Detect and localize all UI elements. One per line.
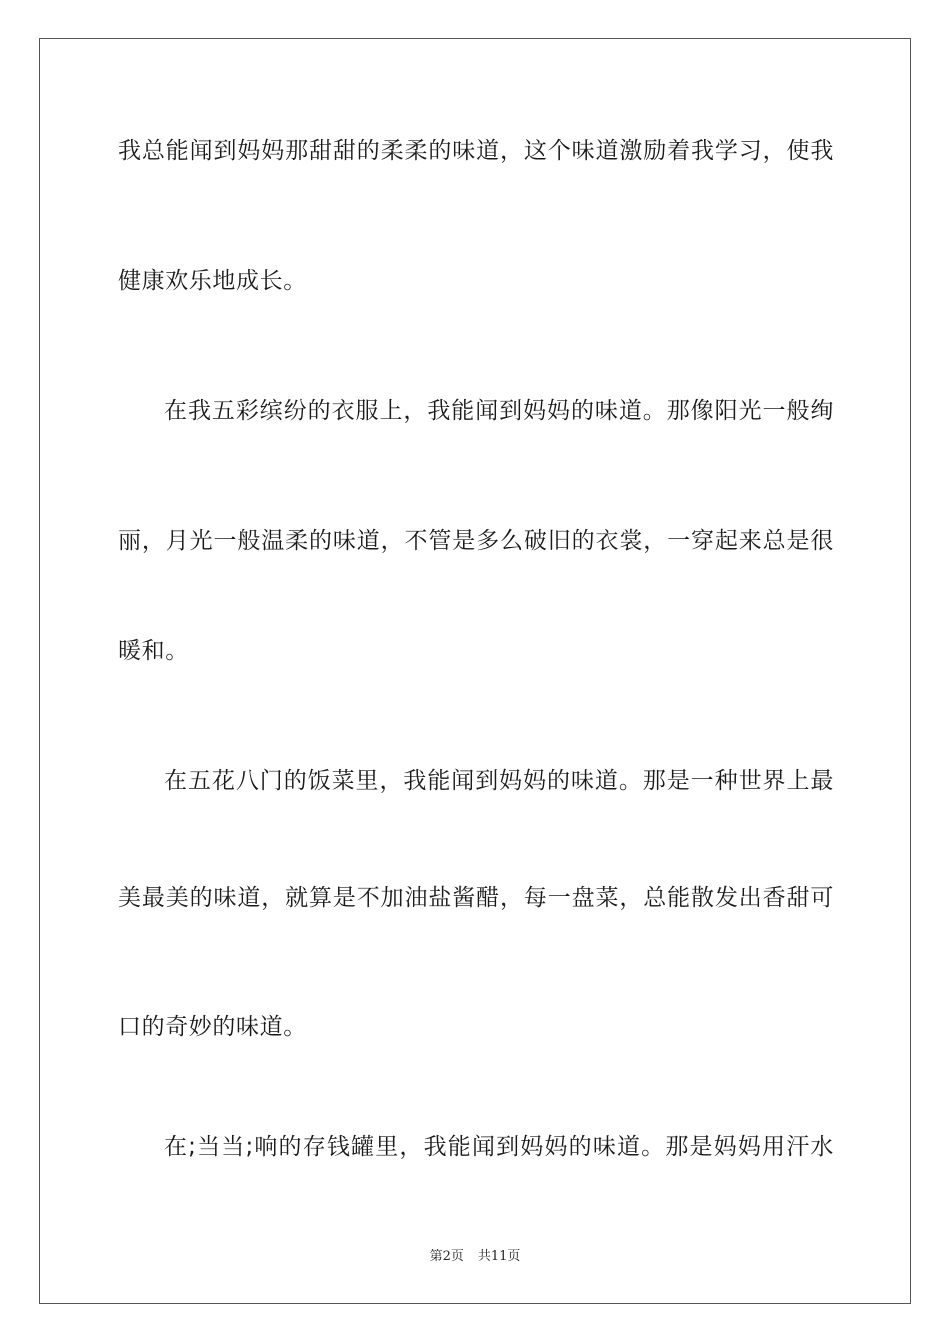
text-line-3: 在我五彩缤纷的衣服上，我能闻到妈妈的味道。那像阳光一般绚 (164, 398, 834, 424)
text-line-7: 美最美的味道，就算是不加油盐酱醋，每一盘菜，总能散发出香甜可 (118, 885, 834, 911)
text-line-1: 我总能闻到妈妈那甜甜的柔柔的味道，这个味道激励着我学习，使我 (118, 138, 834, 164)
page-total: 共11页 (477, 1249, 521, 1264)
text-line-6: 在五花八门的饭菜里，我能闻到妈妈的味道。那是一种世界上最 (164, 768, 834, 794)
page-number: 第2页 (429, 1249, 464, 1264)
page-border (39, 38, 911, 1304)
text-line-2: 健康欢乐地成长。 (118, 268, 307, 294)
text-line-8: 口的奇妙的味道。 (118, 1014, 307, 1040)
text-line-4: 丽，月光一般温柔的味道，不管是多么破旧的衣裳，一穿起来总是很 (118, 528, 834, 554)
text-line-9: 在;当当;响的存钱罐里，我能闻到妈妈的味道。那是妈妈用汗水 (164, 1134, 834, 1160)
page-footer (0, 1248, 950, 1266)
text-line-5: 暖和。 (118, 638, 189, 664)
